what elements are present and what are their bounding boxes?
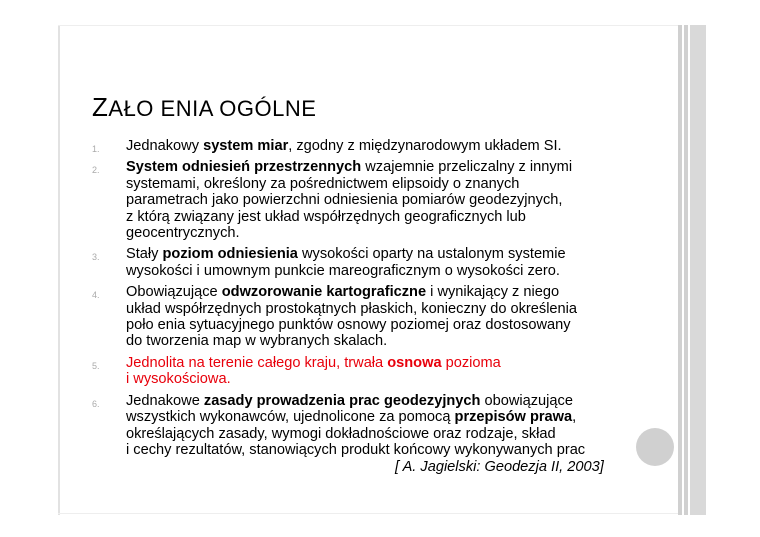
- line-text: ,: [572, 409, 577, 426]
- list-item-line: [126, 442, 632, 458]
- list-item-line: [126, 246, 632, 262]
- list-item-number: 6.: [92, 398, 100, 409]
- list-item: [92, 284, 632, 350]
- line-text: określających zasady, wymogi dokładnościowe oraz rodzaje, skład: [126, 425, 556, 442]
- list-item-line: [126, 393, 632, 409]
- emphasis-text: system miar: [203, 138, 289, 154]
- list-item-line: [126, 176, 632, 192]
- line-text: wysokości oparty na ustalonym systemie: [297, 246, 566, 263]
- list-item-line: [126, 159, 632, 175]
- line-text: Stały: [126, 246, 163, 263]
- line-text: , zgodny z międzynarodowym układem SI.: [288, 138, 562, 154]
- list-item: [92, 355, 632, 388]
- line-text: systemami, określony za pośrednictwem elipsoidy o znanych: [126, 175, 520, 192]
- emphasis-text: System odniesień przestrzennych: [126, 159, 362, 176]
- emphasis-text: osnowa: [387, 354, 442, 371]
- slide-title: [92, 92, 316, 123]
- right-decorative-bar-1: [678, 25, 682, 515]
- list-item-number: 5.: [92, 360, 100, 371]
- emphasis-text: odwzorowanie kartograficzne: [221, 284, 427, 301]
- list-item-number: 3.: [92, 252, 100, 263]
- list-item-line: [126, 301, 632, 317]
- decorative-circle: [636, 428, 674, 466]
- list-item-line: [126, 263, 632, 279]
- line-text: do tworzenia map w wybranych skalach.: [126, 333, 388, 350]
- emphasis-text: zasady prowadzenia prac geodezyjnych: [203, 392, 481, 409]
- line-text: geocentrycznych.: [126, 225, 240, 242]
- list-item-line: [126, 317, 632, 333]
- right-decorative-bar-3: [690, 25, 706, 515]
- list-item-number: 1.: [92, 144, 100, 154]
- line-text: Obowiązujące: [126, 284, 222, 301]
- list-item-line: [126, 355, 632, 371]
- line-text: pozioma: [441, 354, 501, 371]
- slide-bottom-border: [58, 513, 678, 514]
- list-item-line: [126, 225, 632, 241]
- line-text: układ współrzędnych prostokątnych płaskich, konieczny do określenia: [126, 300, 578, 317]
- list-item-line: [126, 426, 632, 442]
- line-text: wysokości i umownym punkcie mareograficznym o wysokości zero.: [126, 262, 560, 279]
- line-text: Jednolita na terenie całego kraju, trwała: [126, 354, 388, 371]
- line-text: obowiązujące: [480, 392, 573, 409]
- line-text: wszystkich wykonawców, ujednolicone za pomocą: [126, 409, 455, 426]
- list-item-line: [126, 371, 632, 387]
- list-item: [92, 393, 632, 459]
- line-text: Jednakowe: [126, 392, 204, 409]
- list-item-line: [126, 209, 632, 225]
- slide-left-border: [58, 25, 60, 515]
- line-text: Jednakowy: [126, 138, 204, 154]
- line-text: i wysokościowa.: [126, 371, 231, 388]
- list-item: [92, 246, 632, 279]
- list-item-line: [126, 138, 632, 154]
- slide-top-border: [58, 25, 678, 26]
- line-text: z którą związany jest układ współrzędnych geograficznych lub: [126, 208, 526, 225]
- line-text: parametrach jako powierzchni odniesienia pomiarów geodezyjnych,: [126, 192, 563, 209]
- right-decorative-bar-2: [684, 25, 688, 515]
- principles-list: [92, 138, 632, 463]
- line-text: wzajemnie przeliczalny z innymi: [361, 159, 573, 176]
- line-text: i cechy rezultatów, stanowiących produkt końcowy wykonywanych prac: [126, 441, 586, 458]
- emphasis-text: poziom odniesienia: [162, 246, 298, 263]
- emphasis-text: przepisów prawa: [454, 409, 573, 426]
- line-text: i wynikający z niego: [426, 284, 560, 301]
- list-item-number: 4.: [92, 290, 100, 301]
- list-item: [92, 138, 632, 154]
- list-item-line: [126, 409, 632, 425]
- title-initial: Z: [92, 92, 109, 122]
- list-item-number: 2.: [92, 165, 100, 176]
- list-item: [92, 159, 632, 241]
- line-text: poło enia sytuacyjnego punktów osnowy poziomej oraz dostosowany: [126, 317, 571, 334]
- citation: [ A. Jagielski: Geodezja II, 2003]: [395, 459, 604, 475]
- list-item-line: [126, 284, 632, 300]
- list-item-line: [126, 192, 632, 208]
- list-item-line: [126, 333, 632, 349]
- title-rest: AŁO ENIA OGÓLNE: [108, 96, 317, 121]
